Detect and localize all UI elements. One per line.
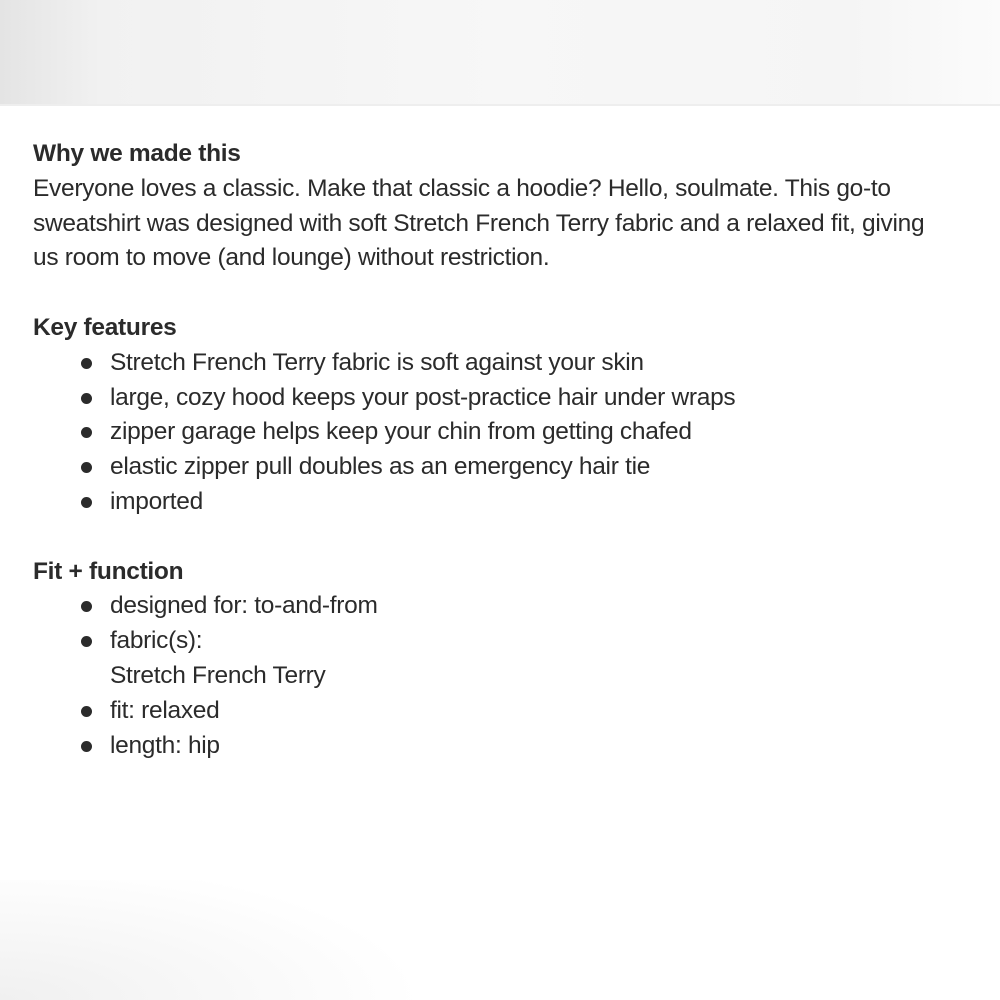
fit-function-item (33, 589, 993, 624)
why-text-line: us room to move (and lounge) without restriction. (33, 244, 550, 272)
fit-function-item (33, 729, 993, 764)
fabric-value-text: Stretch French Terry (110, 661, 326, 689)
bullet-icon (81, 706, 92, 717)
key-features-section (33, 311, 993, 520)
fit-function-section (33, 555, 993, 764)
bullet-icon (81, 601, 92, 612)
fit-function-text: fit: relaxed (110, 696, 220, 724)
key-features-list (33, 346, 993, 520)
fit-function-list (33, 589, 993, 763)
top-background-band (0, 0, 1000, 106)
key-feature-item (33, 450, 993, 485)
bullet-icon (81, 636, 92, 647)
key-feature-text: imported (110, 487, 203, 515)
fit-function-item (33, 694, 993, 729)
key-feature-text: large, cozy hood keeps your post-practice hair under wraps (110, 383, 736, 411)
key-feature-text: elastic zipper pull doubles as an emergency hair tie (110, 453, 651, 481)
fit-function-item (33, 624, 993, 694)
key-features-heading: Key features (33, 313, 177, 341)
fit-function-text: designed for: to-and-from (110, 592, 378, 620)
why-we-made-this-section (33, 137, 993, 276)
key-feature-item (33, 381, 993, 416)
key-feature-item (33, 485, 993, 520)
bullet-icon (81, 497, 92, 508)
bullet-icon (81, 393, 92, 404)
bullet-icon (81, 427, 92, 438)
bullet-icon (81, 462, 92, 473)
why-text-line: sweatshirt was designed with soft Stretch French Terry fabric and a relaxed fit, giving (33, 209, 925, 237)
key-feature-item (33, 346, 993, 381)
fit-function-text: fabric(s): (110, 627, 203, 655)
key-feature-item (33, 415, 993, 450)
product-description (33, 137, 993, 763)
bullet-icon (81, 741, 92, 752)
key-feature-text: zipper garage helps keep your chin from getting chafed (110, 418, 692, 446)
bullet-icon (81, 358, 92, 369)
fit-function-heading: Fit + function (33, 557, 184, 585)
why-we-made-this-text (33, 172, 993, 276)
why-text-line: Everyone loves a classic. Make that classic a hoodie? Hello, soulmate. This go-to (33, 174, 891, 202)
bottom-background-shade (0, 880, 1000, 1000)
why-we-made-this-heading: Why we made this (33, 140, 241, 167)
key-feature-text: Stretch French Terry fabric is soft against your skin (110, 348, 644, 376)
fit-function-text: length: hip (110, 731, 220, 759)
